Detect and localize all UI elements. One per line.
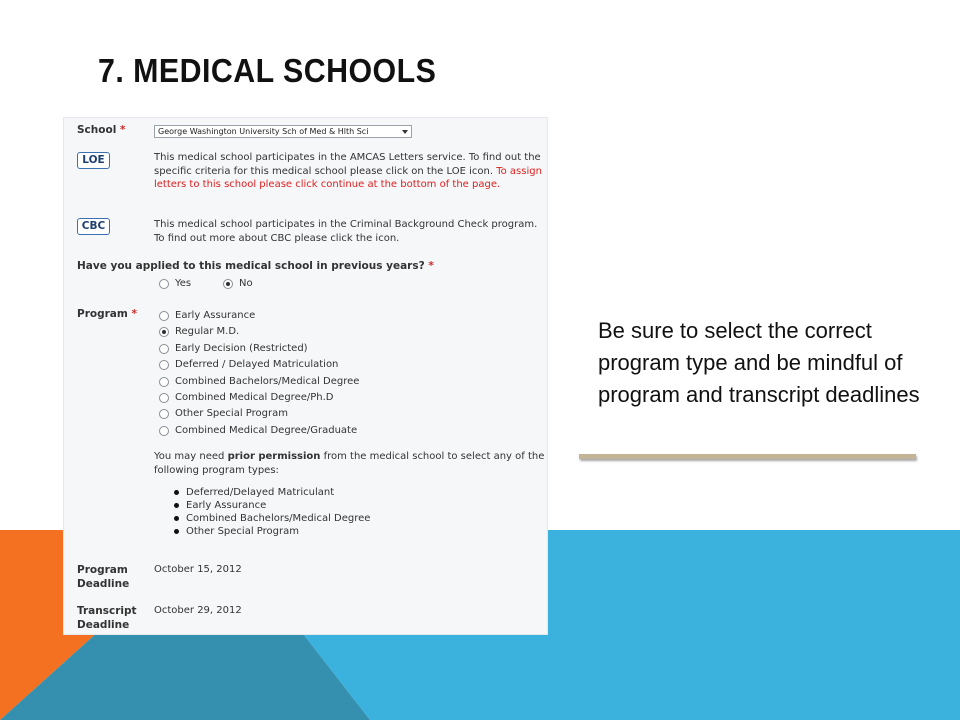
bullet-icon <box>174 503 179 508</box>
prior-permission-emphasis: prior permission <box>227 451 321 462</box>
permission-list-item: Other Special Program <box>174 525 299 538</box>
note-divider <box>579 454 916 459</box>
program-radio[interactable] <box>159 377 169 387</box>
applied-yes-radio[interactable] <box>159 279 169 289</box>
applied-yes-option[interactable] <box>159 277 191 290</box>
applied-yes-label: Yes <box>175 278 192 289</box>
bullet-icon <box>174 490 179 495</box>
program-option-label: Early Assurance <box>175 310 256 321</box>
chevron-down-icon[interactable] <box>402 130 408 134</box>
applied-question: Have you applied to this medical school in previous years? * <box>77 260 434 272</box>
applied-no-option[interactable] <box>223 277 253 290</box>
program-radio[interactable] <box>159 393 169 403</box>
program-option[interactable] <box>159 358 338 371</box>
bullet-icon <box>174 529 179 534</box>
program-radio[interactable] <box>159 311 169 321</box>
program-option[interactable] <box>159 375 359 388</box>
loe-description: This medical school participates in the AMCAS Letters service. To find out the specific criteria for this medical school please click on the LOE icon. To assign letters to this school please click continue at the bottom of the page. <box>154 152 542 190</box>
slide-title: 7. MEDICAL SCHOOLS <box>98 52 437 89</box>
permission-list-item: Early Assurance <box>174 499 266 512</box>
loe-warning: To assign letters to this school please click continue at the bottom of the page. <box>154 165 542 190</box>
application-form-screenshot <box>63 117 548 635</box>
slide-note: Be sure to select the correct program type and be mindful of program and transcript deadlines <box>598 318 920 407</box>
program-option[interactable] <box>159 342 308 355</box>
cbc-description: This medical school participates in the Criminal Background Check program. To find out more about CBC please click the icon. <box>154 219 538 244</box>
program-option-label: Other Special Program <box>175 408 288 419</box>
program-option[interactable] <box>159 391 334 404</box>
program-deadline-value: October 15, 2012 <box>154 564 242 575</box>
program-option-label: Regular M.D. <box>175 326 240 337</box>
program-deadline-label: Program Deadline <box>77 564 130 590</box>
program-option-label: Combined Medical Degree/Graduate <box>175 425 358 436</box>
program-option[interactable] <box>159 407 288 420</box>
program-option[interactable] <box>159 325 239 338</box>
program-option[interactable] <box>159 424 357 437</box>
prior-permission-note: You may need prior permission from the medical school to select any of the following program types: <box>154 451 545 476</box>
school-select-value: George Washington University Sch of Med & Hlth Sci <box>158 127 369 136</box>
program-radio[interactable] <box>159 409 169 419</box>
program-radio[interactable] <box>159 426 169 436</box>
school-label: School * <box>77 124 126 136</box>
loe-icon-button[interactable]: LOE <box>77 152 110 169</box>
permission-list-item: Combined Bachelors/Medical Degree <box>174 512 370 525</box>
program-option-label: Deferred / Delayed Matriculation <box>175 359 339 370</box>
program-option-label: Combined Medical Degree/Ph.D <box>175 392 334 403</box>
program-label: Program * <box>77 308 137 320</box>
program-option-label: Early Decision (Restricted) <box>175 343 308 354</box>
program-radio[interactable] <box>159 360 169 370</box>
program-option[interactable] <box>159 309 255 322</box>
program-radio[interactable] <box>159 344 169 354</box>
program-radio[interactable] <box>159 327 169 337</box>
school-select[interactable] <box>154 125 412 138</box>
permission-list-item: Deferred/Delayed Matriculant <box>174 486 334 499</box>
transcript-deadline-label: Transcript Deadline <box>77 605 137 631</box>
program-option-label: Combined Bachelors/Medical Degree <box>175 376 360 387</box>
cbc-icon-button[interactable]: CBC <box>77 218 110 235</box>
bullet-icon <box>174 516 179 521</box>
applied-no-radio[interactable] <box>223 279 233 289</box>
applied-no-label: No <box>239 278 253 289</box>
transcript-deadline-value: October 29, 2012 <box>154 605 242 616</box>
